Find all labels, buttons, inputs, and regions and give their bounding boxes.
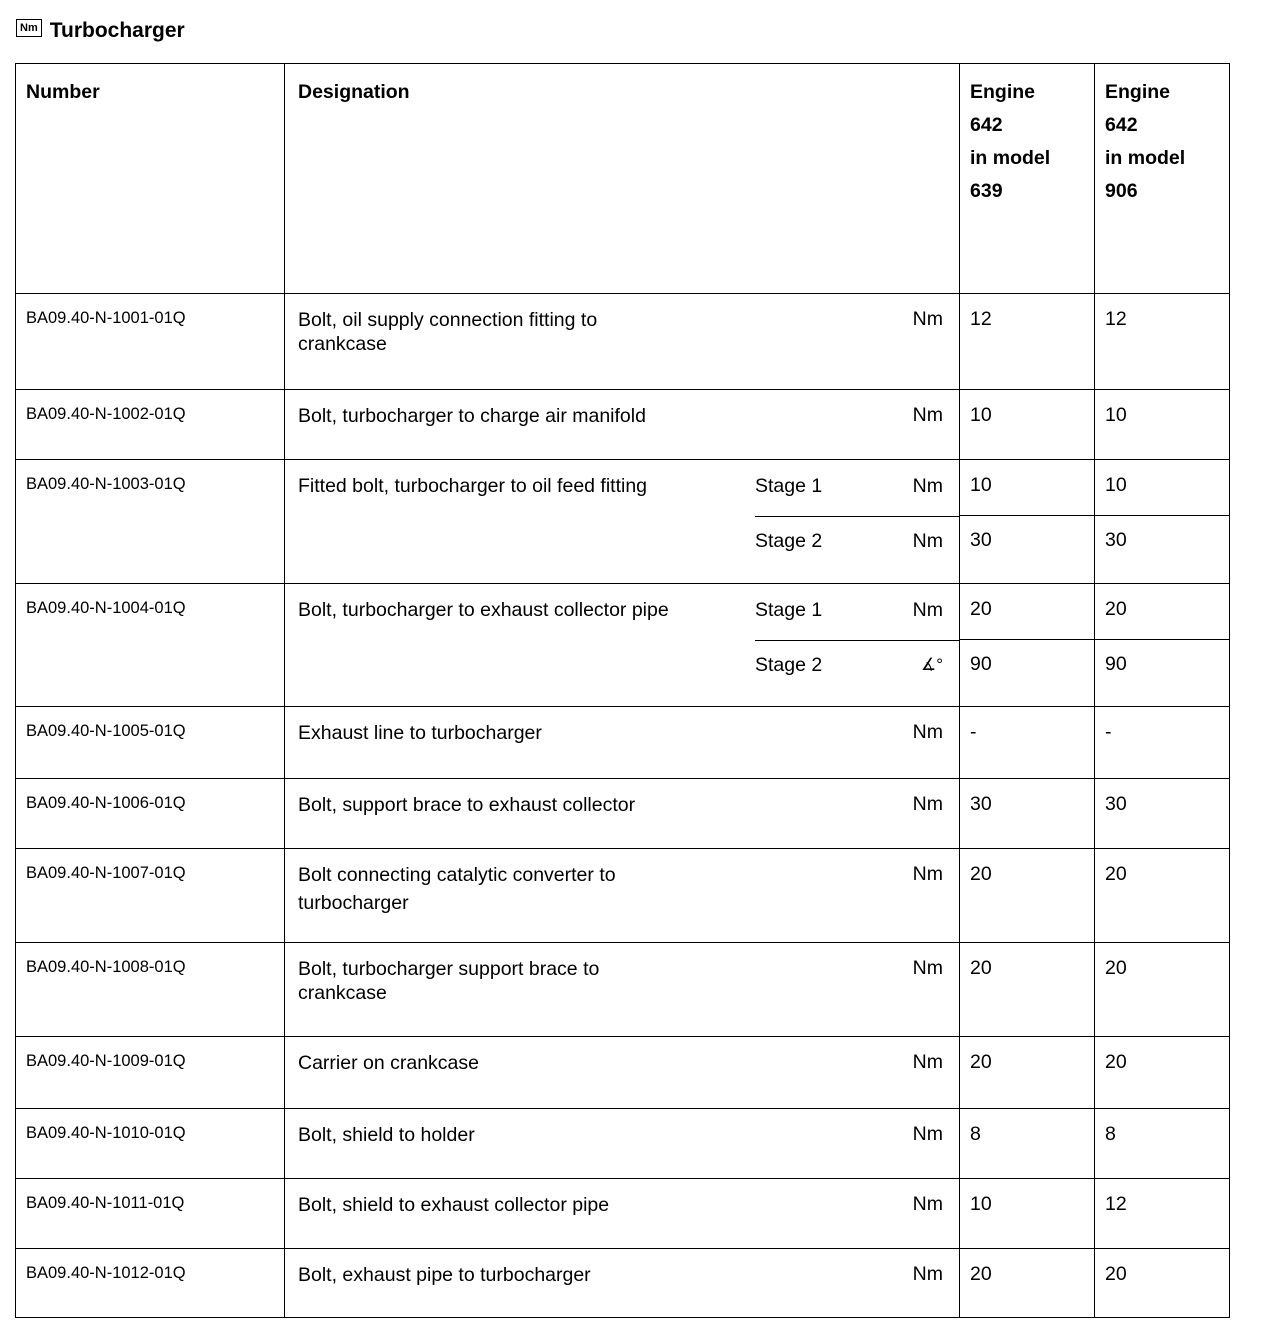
part-number: BA09.40-N-1009-01Q: [16, 1037, 285, 1109]
part-number: BA09.40-N-1012-01Q: [16, 1249, 285, 1318]
table-row: [16, 294, 1230, 390]
header-number: Number: [16, 64, 285, 294]
value-engine-639: 10: [960, 1179, 1095, 1249]
designation-text: Fitted bolt, turbocharger to oil feed fitting: [298, 475, 648, 497]
stage-value: 90: [1105, 653, 1127, 675]
designation-cell: [285, 460, 960, 584]
value-engine-906: 20: [1095, 849, 1230, 943]
part-number: BA09.40-N-1003-01Q: [16, 460, 285, 584]
value-engine-639: 20: [960, 849, 1095, 943]
stage-label: Stage 2: [755, 530, 823, 552]
part-number: BA09.40-N-1011-01Q: [16, 1179, 285, 1249]
designation-cell: [285, 707, 960, 779]
value-engine-906: 20: [1095, 1037, 1230, 1109]
torque-nm-icon: Nm: [16, 19, 42, 37]
table-row: [16, 943, 1230, 1037]
value-engine-906: 30: [1095, 779, 1230, 849]
designation-cell: [285, 584, 960, 707]
designation-cell: [285, 849, 960, 943]
part-number: BA09.40-N-1005-01Q: [16, 707, 285, 779]
designation-text: Bolt, support brace to exhaust collector: [298, 794, 636, 816]
table-row: [16, 1179, 1230, 1249]
value-engine-906: [1095, 460, 1230, 584]
value-engine-906: 12: [1095, 294, 1230, 390]
table-row: [16, 460, 1230, 584]
header-engine-639-line: Engine: [970, 81, 1036, 103]
unit-label: Nm: [912, 1263, 943, 1285]
unit-label: Nm: [912, 599, 943, 621]
header-engine-639-line: in model: [970, 147, 1051, 169]
designation-text: Bolt, turbocharger to charge air manifold: [298, 405, 646, 427]
unit-label: Nm: [912, 475, 943, 497]
designation-text: Bolt, turbocharger support brace to crankcase: [298, 958, 600, 1004]
unit-label: Nm: [912, 1051, 943, 1073]
stage-row: [755, 517, 945, 553]
header-engine-639: [960, 64, 1095, 294]
designation-text: Bolt, shield to holder: [298, 1124, 475, 1146]
value-engine-906: 8: [1095, 1109, 1230, 1179]
unit-label: Nm: [912, 1123, 943, 1145]
part-number: BA09.40-N-1004-01Q: [16, 584, 285, 707]
unit-label: Nm: [912, 957, 943, 979]
header-engine-639-line: 642: [970, 114, 1003, 136]
value-engine-906: 10: [1095, 390, 1230, 460]
value-engine-639: [960, 460, 1095, 584]
designation-text: Bolt, shield to exhaust collector pipe: [298, 1194, 610, 1216]
unit-label: Nm: [912, 404, 943, 426]
designation-text: Carrier on crankcase: [298, 1052, 479, 1074]
value-engine-639: 10: [960, 390, 1095, 460]
table-row: [16, 707, 1230, 779]
table-row: [16, 390, 1230, 460]
unit-label: Nm: [912, 793, 943, 815]
stage-label: Stage 1: [755, 475, 823, 497]
header-engine-906-line: 642: [1105, 114, 1138, 136]
header-engine-906-line: 906: [1105, 180, 1138, 202]
stage-label: Stage 1: [755, 599, 823, 621]
part-number: BA09.40-N-1010-01Q: [16, 1109, 285, 1179]
angle-degree-icon: ∡°: [920, 655, 943, 674]
value-engine-906: 20: [1095, 1249, 1230, 1318]
designation-text: Exhaust line to turbocharger: [298, 722, 542, 744]
torque-table: [15, 63, 1230, 1318]
table-row: [16, 849, 1230, 943]
header-designation: Designation: [285, 64, 960, 294]
stage-value: 30: [970, 529, 992, 551]
designation-cell: [285, 294, 960, 390]
table-row: [16, 779, 1230, 849]
designation-cell: [285, 1249, 960, 1318]
table-row: [16, 584, 1230, 707]
header-engine-906: [1095, 64, 1230, 294]
designation-text: Bolt, turbocharger to exhaust collector pipe: [298, 599, 669, 621]
value-engine-639: 20: [960, 1037, 1095, 1109]
page-header: [16, 15, 185, 47]
unit-label: Nm: [912, 308, 943, 330]
stage-value: 10: [960, 474, 1094, 516]
designation-cell: [285, 390, 960, 460]
page-title: Turbocharger: [49, 19, 185, 42]
designation-cell: [285, 1037, 960, 1109]
stage-value: 90: [970, 653, 992, 675]
stage-row: [755, 641, 945, 677]
stage-value: 30: [1105, 529, 1127, 551]
stage-list: [755, 474, 945, 553]
value-engine-906: 12: [1095, 1179, 1230, 1249]
designation-cell: [285, 1179, 960, 1249]
table-row: [16, 1037, 1230, 1109]
stage-list: [755, 598, 945, 677]
stage-value: 20: [960, 598, 1094, 640]
stage-row: [755, 598, 960, 641]
value-engine-906: 20: [1095, 943, 1230, 1037]
table-row: [16, 1109, 1230, 1179]
value-engine-639: 30: [960, 779, 1095, 849]
unit-label: Nm: [912, 721, 943, 743]
value-engine-639: -: [960, 707, 1095, 779]
designation-cell: [285, 943, 960, 1037]
part-number: BA09.40-N-1007-01Q: [16, 849, 285, 943]
stage-value: 20: [1095, 598, 1229, 640]
header-row: [16, 64, 1230, 294]
value-engine-639: 20: [960, 943, 1095, 1037]
designation-cell: [285, 1109, 960, 1179]
header-engine-639-line: 639: [970, 180, 1003, 202]
stage-label: Stage 2: [755, 654, 823, 676]
part-number: BA09.40-N-1006-01Q: [16, 779, 285, 849]
stage-value: 10: [1095, 474, 1229, 516]
value-engine-906: [1095, 584, 1230, 707]
part-number: BA09.40-N-1008-01Q: [16, 943, 285, 1037]
header-engine-906-line: Engine: [1105, 81, 1171, 103]
unit-label: Nm: [912, 530, 943, 552]
stage-row: [755, 474, 960, 517]
designation-text: Bolt, oil supply connection fitting to crankcase: [298, 309, 598, 355]
part-number: BA09.40-N-1001-01Q: [16, 294, 285, 390]
table-row: [16, 1249, 1230, 1318]
value-engine-639: 8: [960, 1109, 1095, 1179]
designation-text: Bolt, exhaust pipe to turbocharger: [298, 1264, 591, 1286]
value-engine-639: 12: [960, 294, 1095, 390]
designation-cell: [285, 779, 960, 849]
part-number: BA09.40-N-1002-01Q: [16, 390, 285, 460]
unit-label: Nm: [912, 1193, 943, 1215]
designation-text: Bolt connecting catalytic converter to turbocharger: [298, 864, 616, 914]
value-engine-639: [960, 584, 1095, 707]
value-engine-639: 20: [960, 1249, 1095, 1318]
header-engine-906-line: in model: [1105, 147, 1186, 169]
unit-label: Nm: [912, 863, 943, 885]
value-engine-906: -: [1095, 707, 1230, 779]
